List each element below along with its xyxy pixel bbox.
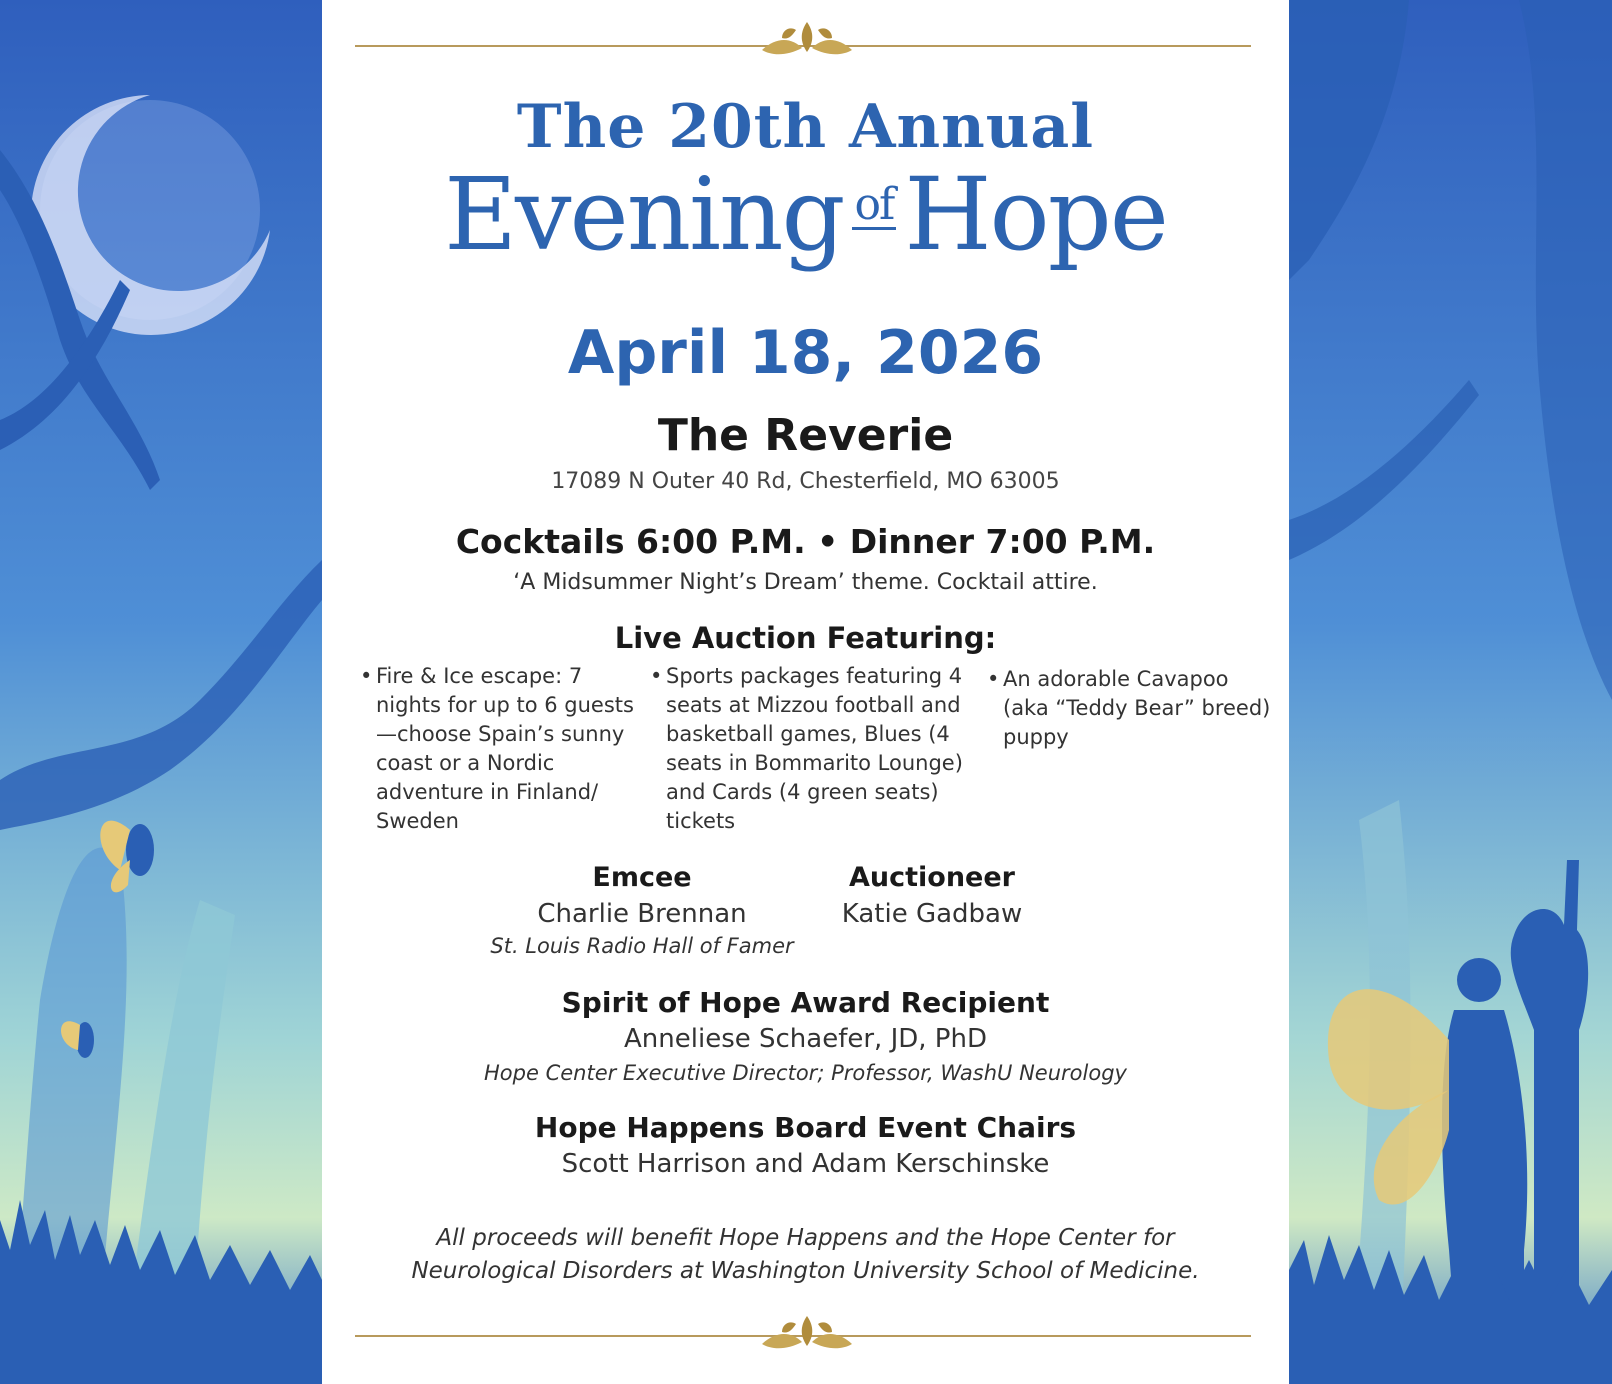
auction-item (987, 665, 1273, 752)
event-title (322, 156, 1289, 273)
venue-name: The Reverie (657, 410, 954, 461)
right-forest-illustration (1289, 0, 1612, 1384)
auction-item-text: An adorable Cavapoo (aka “Teddy Bear” breed) puppy (1003, 667, 1271, 749)
auction-item-text: Sports packages featuring 4 seats at Mizzou football and basketball games, Blues (4 seats in Bommarito Lounge) and Cards (4 green seats) tickets (666, 664, 963, 833)
proceeds-line-2: Neurological Disorders at Washington University School of Medicine. (411, 1258, 1200, 1284)
chairs-names: Scott Harrison and Adam Kerschinske (561, 1149, 1050, 1179)
auction-item-text: Fire & Ice escape: 7 nights for up to 6 guests—choose Spain’s sunny coast or a Nordic adventure in Finland/ Sweden (376, 664, 634, 833)
award-recipient: Anneliese Schaefer, JD, PhD (624, 1024, 987, 1054)
gold-sprig-icon (752, 1312, 862, 1358)
title-part-1: Evening (444, 156, 844, 273)
emcee-name: Charlie Brennan (537, 899, 747, 929)
bullet: • (987, 667, 1000, 691)
award-subtitle: Hope Center Executive Director; Professor, WashU Neurology (484, 1061, 1127, 1085)
chairs-heading: Hope Happens Board Event Chairs (534, 1111, 1077, 1144)
title-of: of (852, 183, 897, 230)
event-edition: The 20th Annual (516, 92, 1095, 162)
event-theme: ‘A Midsummer Night’s Dream’ theme. Cocktail attire. (513, 570, 1098, 595)
auction-item (650, 662, 976, 836)
proceeds-note (322, 1222, 1289, 1288)
left-forest-illustration (0, 0, 322, 1384)
auctioneer-heading: Auctioneer (849, 862, 1015, 893)
gold-sprig-icon (752, 18, 862, 64)
emcee-heading: Emcee (592, 862, 692, 893)
event-date: April 18, 2026 (567, 318, 1044, 388)
bullet: • (650, 664, 663, 688)
venue-address: 17089 N Outer 40 Rd, Chesterfield, MO 63005 (551, 469, 1060, 494)
title-part-2: Hope (904, 156, 1167, 273)
auction-heading: Live Auction Featuring: (614, 621, 997, 655)
auctioneer-name: Katie Gadbaw (841, 899, 1023, 929)
event-times: Cocktails 6:00 P.M. • Dinner 7:00 P.M. (455, 522, 1156, 561)
auction-item (360, 662, 651, 836)
bullet: • (360, 664, 373, 688)
emcee-subtitle: St. Louis Radio Hall of Famer (490, 934, 794, 958)
proceeds-line-1: All proceeds will benefit Hope Happens and the Hope Center for (436, 1225, 1175, 1251)
award-heading: Spirit of Hope Award Recipient (561, 986, 1050, 1019)
invitation-card (322, 0, 1289, 1384)
